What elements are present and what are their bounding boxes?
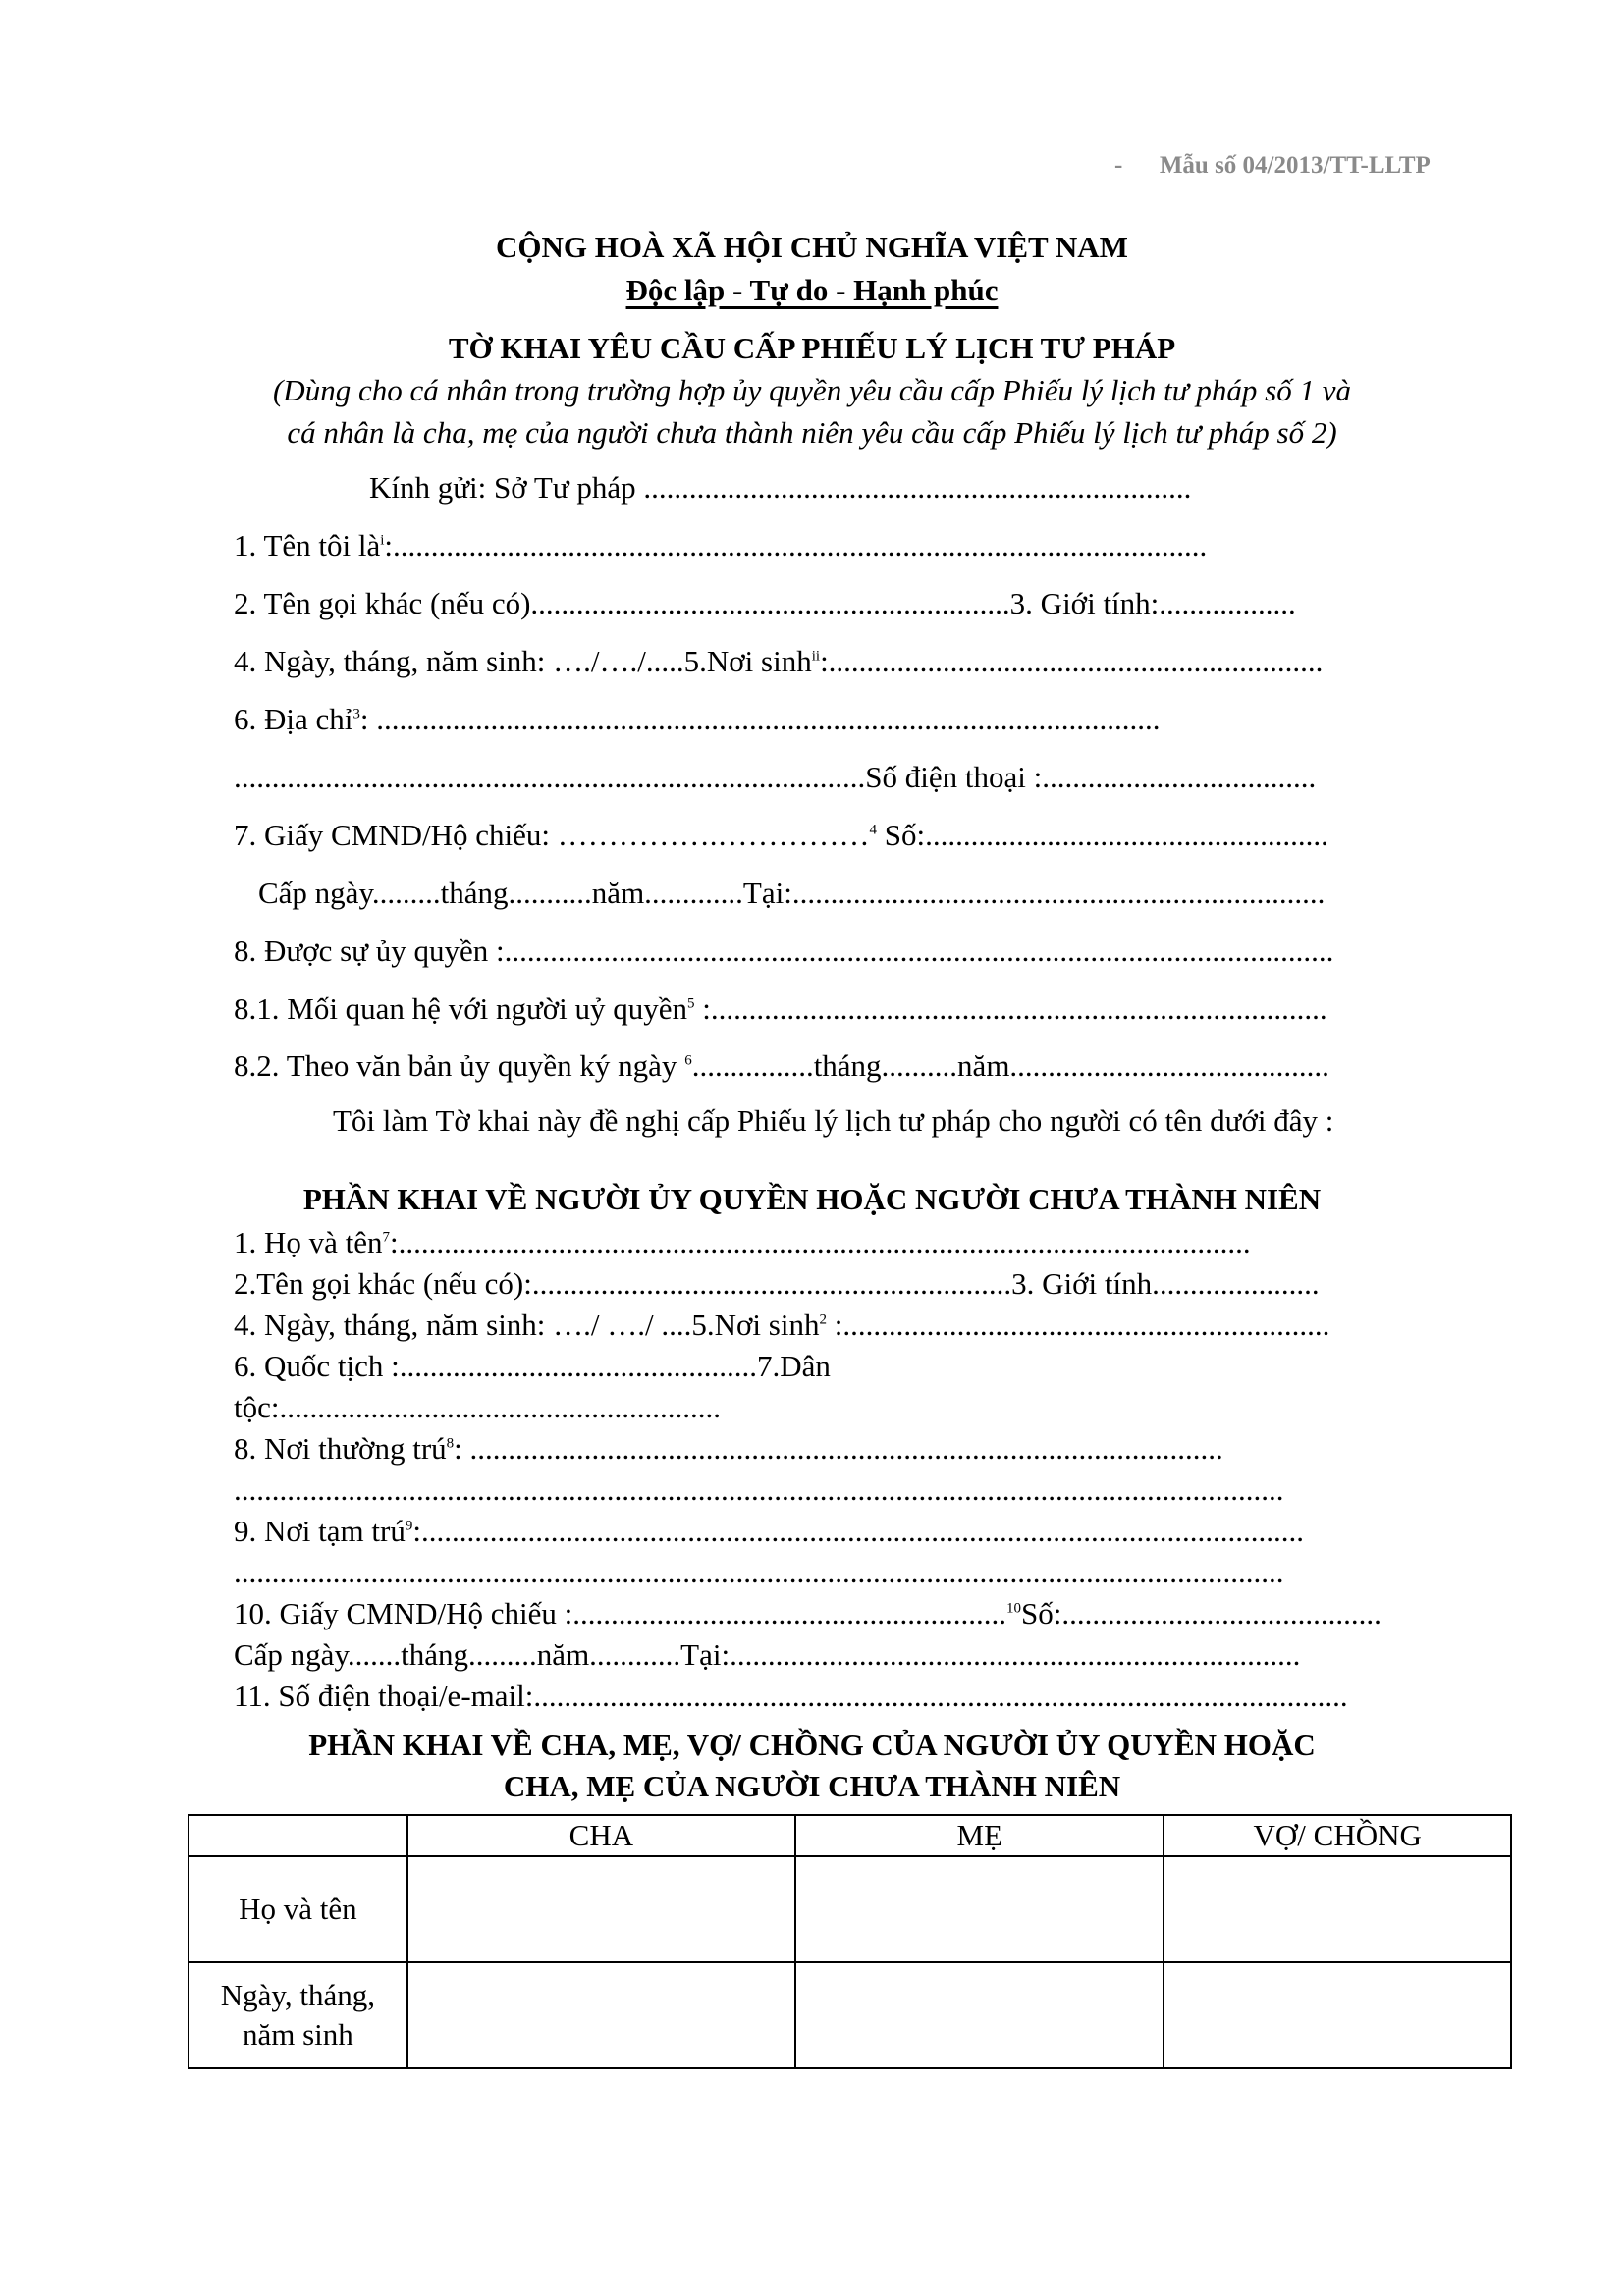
relation-label: 8.1. Mối quan hệ với người uỷ quyền [234,991,688,1026]
country-name: CỘNG HOÀ XÃ HỘI CHỦ NGHĨA VIỆT NAM [496,230,1128,264]
authorization-doc-line [234,1046,1329,1086]
applicant-name-dots: :........................................................................................................... [384,528,1208,562]
footnote-mark: 3 [352,706,360,722]
recipient-line: Kính gửi: Sở Tư pháp ........................................................................ [369,470,1192,505]
family-table-row-dob [189,1962,1511,2068]
relation-dots: :................................................................................. [694,991,1327,1026]
footnote-mark: i [380,532,385,549]
person-residence-label: 8. Nơi thường trú [234,1431,447,1466]
section-family-heading-line1: PHẦN KHAI VỀ CHA, MẸ, VỢ/ CHỒNG CỦA NGƯỜI ỦY QUYỀN HOẶC [308,1728,1316,1762]
person-residence-dots: : ................................................................................................... [454,1431,1223,1466]
mother-dob-cell[interactable] [795,1962,1164,2068]
person-name-dots: :................................................................................................................ [390,1225,1251,1259]
motto [0,271,1624,310]
person-id-line [234,1594,1381,1633]
authorization-doc-label: 8.2. Theo văn bản ủy quyền ký ngày [234,1048,685,1083]
person-name-label: 1. Họ và tên [234,1225,383,1259]
person-nationality-line: 6. Quốc tịch :...............................................7.Dân [234,1349,831,1383]
row-label-dob-line1: Ngày, tháng, [220,1978,375,2012]
person-contact-line: 11. Số điện thoại/e-mail:........................................................................................................... [234,1679,1348,1713]
spouse-dob-cell[interactable] [1164,1962,1511,2068]
applicant-dob-dots: :................................................................. [820,644,1324,678]
person-temp-residence-line [234,1512,1304,1551]
applicant-address-line [234,700,1161,739]
person-id-label: 10. Giấy CMND/Hộ chiếu :......................................................... [234,1596,1007,1630]
form-title: TỜ KHAI YÊU CẦU CẤP PHIẾU LÝ LỊCH TƯ PHÁP [448,331,1176,365]
family-table [188,1814,1512,2069]
person-alias-line: 2.Tên gọi khác (nếu có):...............................................................3. Giới tính...................... [234,1266,1320,1301]
column-header-father: CHA [407,1815,795,1856]
person-issue-line: Cấp ngày.......tháng.........năm............Tại:........................................................................... [234,1637,1301,1672]
footnote-mark: 7 [382,1229,391,1246]
family-table-header-row [189,1815,1511,1856]
motto-text: Độc lập - Tự do - Hạnh phúc [625,273,999,307]
father-name-cell[interactable] [407,1856,795,1962]
form-subtitle-line1: (Dùng cho cá nhân trong trường hợp ủy quyền yêu cầu cấp Phiếu lý lịch tư pháp số 1 và [272,373,1351,407]
applicant-address-line2: ...................................................................................Số điện thoại :.................................... [234,760,1317,794]
person-residence-line [234,1429,1223,1468]
applicant-dob-label: 4. Ngày, tháng, năm sinh: …./…./.....5.Nơi sinh [234,644,812,678]
family-table-row-name [189,1856,1511,1962]
request-statement: Tôi làm Tờ khai này đề nghị cấp Phiếu lý lịch tư pháp cho người có tên dưới đây : [333,1103,1334,1138]
person-dob-label: 4. Ngày, tháng, năm sinh: …./ …./ ....5.Nơi sinh [234,1308,820,1342]
applicant-id-label: 7. Giấy CMND/Hộ chiếu: …………….…………… [234,818,870,852]
person-dob-line [234,1306,1329,1345]
applicant-id-number: Số:..................................................... [877,818,1328,852]
applicant-issue-line: Cấp ngày.........tháng...........năm.............Tại:...................................................................... [258,876,1326,910]
person-temp-residence-dots: :.................................................................................................................... [412,1514,1304,1548]
footnote-mark: 5 [687,995,695,1012]
person-temp-residence-label: 9. Nơi tạm trú [234,1514,406,1548]
footnote-mark: 10 [1006,1600,1022,1617]
person-id-number: Số:.......................................... [1021,1596,1381,1630]
applicant-address-label: 6. Địa chỉ [234,702,353,736]
footnote-mark: 9 [405,1518,413,1534]
person-temp-residence-line2: .......................................................................................................................................... [234,1555,1284,1589]
person-name-line [234,1223,1251,1262]
footnote-mark: 8 [446,1435,455,1452]
relation-line [234,989,1327,1029]
person-residence-line2: .......................................................................................................................................... [234,1472,1284,1507]
form-subtitle-line2: cá nhân là cha, mẹ của người chưa thành niên yêu cầu cấp Phiếu lý lịch tư pháp số 2) [287,415,1337,450]
applicant-alias-line: 2. Tên gọi khác (nếu có)...............................................................3. Giới tính:.................. [234,586,1296,620]
section-person-heading: PHẦN KHAI VỀ NGƯỜI ỦY QUYỀN HOẶC NGƯỜI CHƯA THÀNH NIÊN [302,1182,1322,1216]
person-ethnicity-line: tộc:.......................................................... [234,1390,721,1424]
row-label-date-of-birth [189,1962,407,2068]
spouse-name-cell[interactable] [1164,1856,1511,1962]
column-header-spouse: VỢ/ CHỒNG [1164,1815,1511,1856]
footnote-mark: 2 [819,1311,827,1328]
applicant-name-line [234,526,1207,565]
applicant-address-dots: : ....................................................................................................... [359,702,1161,736]
person-dob-dots: :................................................................ [826,1308,1330,1342]
footnote-mark: 6 [684,1052,692,1069]
row-label-full-name: Họ và tên [189,1856,407,1962]
section-family-heading-line2: CHA, MẸ CỦA NGƯỜI CHƯA THÀNH NIÊN [503,1769,1121,1803]
footnote-mark: ii [811,648,821,665]
form-number: - Mẫu số 04/2013/TT-LLTP [1114,152,1431,179]
authorization-doc-dots: ................tháng..........năm.......................................... [691,1048,1329,1083]
applicant-dob-line [234,642,1323,681]
row-label-dob-line2: năm sinh [242,2017,353,2052]
father-dob-cell[interactable] [407,1962,795,2068]
applicant-id-line [234,816,1328,855]
authorized-line: 8. Được sự ủy quyền :............................................................................................................. [234,934,1334,968]
applicant-name-label: 1. Tên tôi là [234,528,381,562]
footnote-mark: 4 [869,822,878,838]
column-header-mother: MẸ [795,1815,1164,1856]
family-table-corner [189,1815,407,1856]
mother-name-cell[interactable] [795,1856,1164,1962]
